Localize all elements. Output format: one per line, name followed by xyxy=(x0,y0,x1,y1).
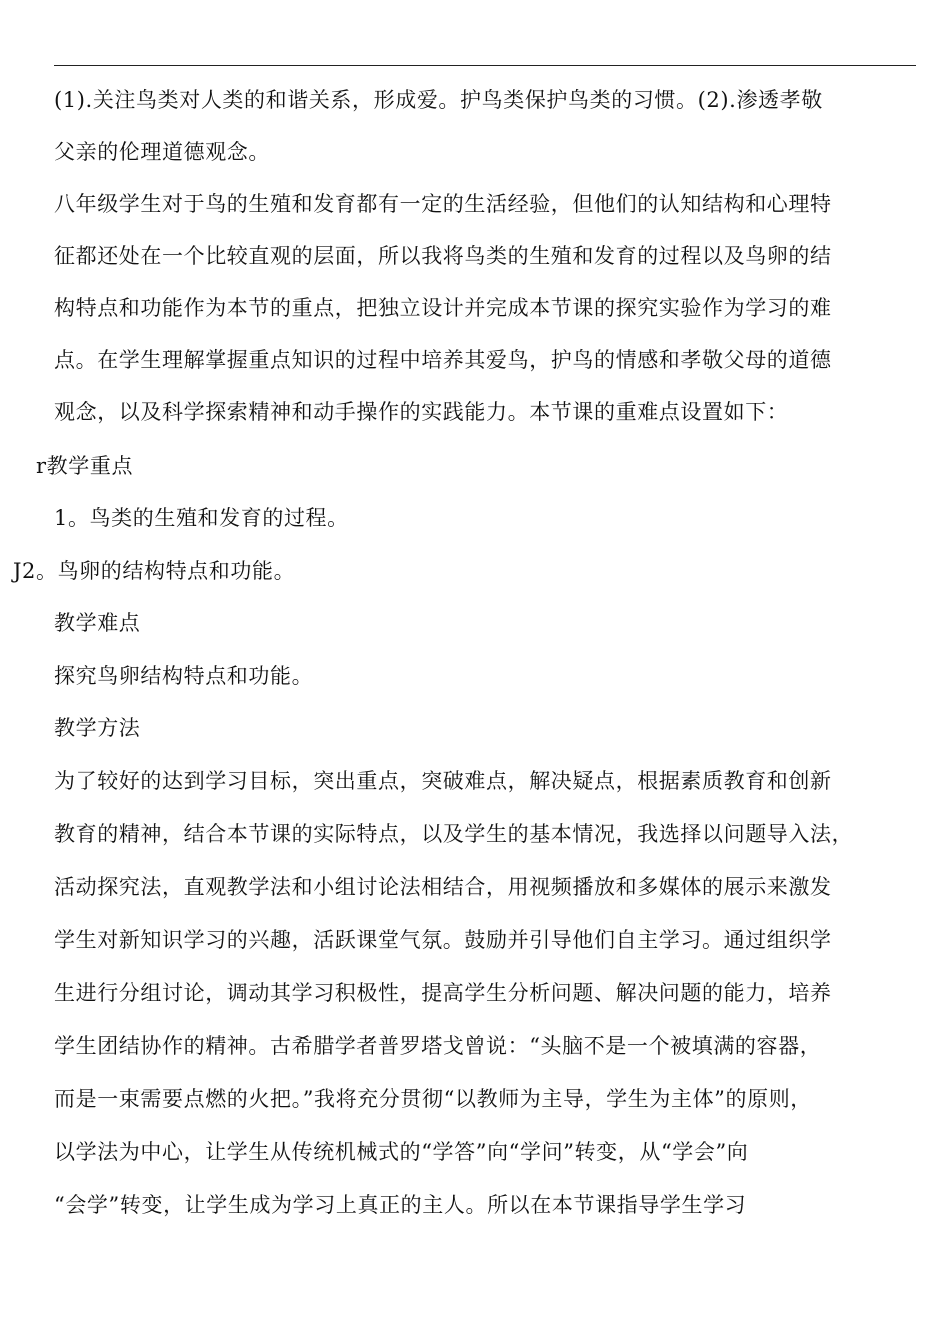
text-line: 学生团结协作的精神。古希腊学者普罗塔戈曾说：“头脑不是一个被填满的容器， xyxy=(54,1034,822,1058)
text-line: 点。在学生理解掌握重点知识的过程中培养其爱鸟，护鸟的情感和孝敬父母的道德 xyxy=(54,348,832,372)
text-line: 活动探究法，直观教学法和小组讨论法相结合，用视频播放和多媒体的展示来激发 xyxy=(54,875,832,899)
list-item: J2。鸟卵的结构特点和功能。 xyxy=(13,559,296,583)
text-line: 为了较好的达到学习目标，突出重点，突破难点，解决疑点，根据素质教育和创新 xyxy=(54,769,832,793)
text-line: 探究鸟卵结构特点和功能。 xyxy=(54,664,314,688)
text-line: 征都还处在一个比较直观的层面，所以我将鸟类的生殖和发育的过程以及鸟卵的结 xyxy=(54,244,832,268)
text-line: “会学”转变，让学生成为学习上真正的主人。所以在本节课指导学生学习 xyxy=(54,1193,747,1217)
text-line: 以学法为中心，让学生从传统机械式的“学答”向“学问”转变，从“学会”向 xyxy=(54,1140,749,1164)
text-line: (1).关注鸟类对人类的和谐关系，形成爱。护鸟类保护鸟类的习惯。(2).渗透孝敬 xyxy=(54,88,823,112)
text-line: 父亲的伦理道德观念。 xyxy=(54,140,270,164)
section-heading-difficulty: 教学难点 xyxy=(54,611,141,635)
section-heading-methods: 教学方法 xyxy=(54,716,141,740)
text-line: 教育的精神，结合本节课的实际特点，以及学生的基本情况，我选择以问题导入法， xyxy=(54,822,854,846)
text-line: 而是一束需要点燃的火把。”我将充分贯彻“以教师为主导，学生为主体”的原则， xyxy=(54,1087,812,1111)
text-line: 生进行分组讨论，调动其学习积极性，提高学生分析问题、解决问题的能力，培养 xyxy=(54,981,832,1005)
header-rule xyxy=(54,65,916,66)
section-heading-key-points: r教学重点 xyxy=(36,454,134,478)
text-line: 构特点和功能作为本节的重点，把独立设计并完成本节课的探究实验作为学习的难 xyxy=(54,296,832,320)
list-item: 1。鸟类的生殖和发育的过程。 xyxy=(54,506,349,530)
text-line: 八年级学生对于鸟的生殖和发育都有一定的生活经验，但他们的认知结构和心理特 xyxy=(54,192,832,216)
text-line: 观念，以及科学探索精神和动手操作的实践能力。本节课的重难点设置如下： xyxy=(54,400,789,424)
text-line: 学生对新知识学习的兴趣，活跃课堂气氛。鼓励并引导他们自主学习。通过组织学 xyxy=(54,928,832,952)
